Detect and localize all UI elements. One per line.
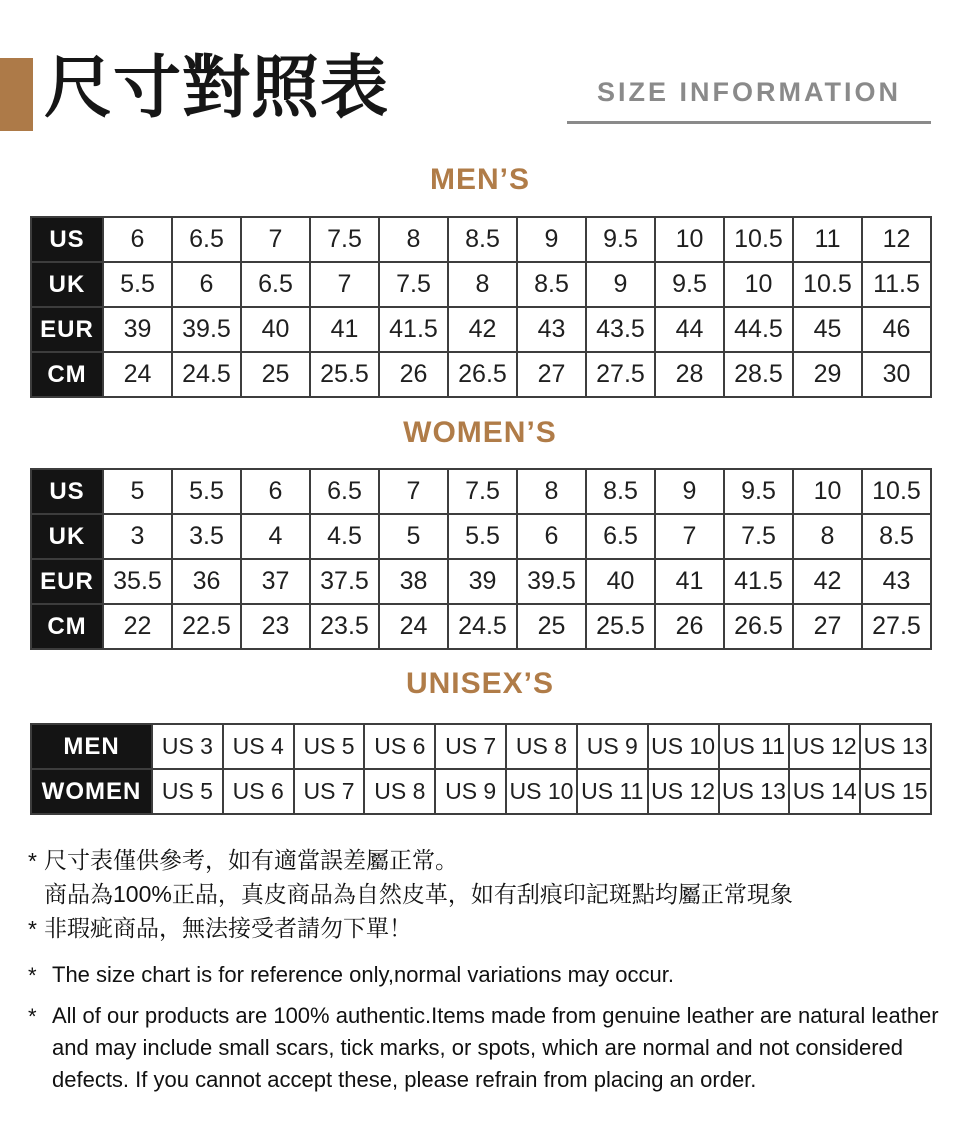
size-cell: 26.5 <box>724 604 793 649</box>
size-cell: 10.5 <box>724 217 793 262</box>
size-cell: 7 <box>310 262 379 307</box>
size-cell: 42 <box>793 559 862 604</box>
size-cell: 39 <box>103 307 172 352</box>
size-cell: 27 <box>793 604 862 649</box>
size-cell: US 7 <box>294 769 365 814</box>
asterisk-marker: * <box>28 963 37 988</box>
mens-section-heading: MEN’S <box>429 163 530 196</box>
size-cell: 6.5 <box>310 469 379 514</box>
row-label: EUR <box>31 307 103 352</box>
accent-bar <box>0 58 33 131</box>
size-cell: US 7 <box>435 724 506 769</box>
size-cell: 7 <box>655 514 724 559</box>
size-cell: 7 <box>241 217 310 262</box>
size-cell: 28 <box>655 352 724 397</box>
row-label: EUR <box>31 559 103 604</box>
size-cell: 35.5 <box>103 559 172 604</box>
size-cell: 43 <box>862 559 931 604</box>
table-row <box>31 352 931 397</box>
row-label: CM <box>31 352 103 397</box>
size-cell: US 12 <box>648 769 719 814</box>
size-cell: 3 <box>103 514 172 559</box>
size-cell: 4.5 <box>310 514 379 559</box>
size-cell: 25.5 <box>586 604 655 649</box>
size-cell: 22.5 <box>172 604 241 649</box>
notes-chinese <box>28 845 940 947</box>
note-text: All of our products are 100% authentic.Items made from genuine leather are natural leather and may include small scars, tick marks, or spots, which are normal and not considered defects. If you cannot accept these, please refrain from placing an order. <box>52 1003 939 1092</box>
mens-size-table <box>30 216 932 398</box>
size-cell: 23.5 <box>310 604 379 649</box>
size-cell: 8 <box>517 469 586 514</box>
size-cell: 45 <box>793 307 862 352</box>
size-cell: 9 <box>517 217 586 262</box>
size-cell: 6.5 <box>586 514 655 559</box>
size-cell: 24.5 <box>448 604 517 649</box>
size-cell: 41 <box>655 559 724 604</box>
table-row <box>31 307 931 352</box>
size-cell: 37.5 <box>310 559 379 604</box>
note-line <box>28 1000 942 1096</box>
size-cell: US 10 <box>648 724 719 769</box>
note-text: 商品為100%正品，真皮商品為自然皮革，如有刮痕印記斑點均屬正常現象 <box>44 881 793 907</box>
size-cell: US 13 <box>719 769 790 814</box>
size-cell: 6 <box>103 217 172 262</box>
page-title-english: SIZE INFORMATION <box>567 77 931 124</box>
size-cell: 9 <box>586 262 655 307</box>
note-text: 非瑕疵商品，無法接受者請勿下單！ <box>44 915 412 941</box>
size-cell: 38 <box>379 559 448 604</box>
table-row <box>31 769 931 814</box>
note-line <box>28 913 940 944</box>
size-cell: 27.5 <box>862 604 931 649</box>
size-cell: 9.5 <box>655 262 724 307</box>
size-cell: 27 <box>517 352 586 397</box>
size-cell: US 9 <box>435 769 506 814</box>
size-cell: 12 <box>862 217 931 262</box>
size-cell: 23 <box>241 604 310 649</box>
size-cell: US 5 <box>152 769 223 814</box>
size-cell: US 11 <box>577 769 648 814</box>
size-cell: 25 <box>241 352 310 397</box>
size-cell: 26 <box>655 604 724 649</box>
size-cell: 42 <box>448 307 517 352</box>
size-cell: US 5 <box>294 724 365 769</box>
size-cell: 7.5 <box>448 469 517 514</box>
size-cell: 46 <box>862 307 931 352</box>
size-cell: 5 <box>103 469 172 514</box>
size-cell: 24.5 <box>172 352 241 397</box>
asterisk-marker: * <box>28 1004 37 1029</box>
size-cell: 30 <box>862 352 931 397</box>
table-row <box>31 559 931 604</box>
size-cell: 8.5 <box>586 469 655 514</box>
size-cell: US 9 <box>577 724 648 769</box>
size-cell: 43.5 <box>586 307 655 352</box>
size-cell: 28.5 <box>724 352 793 397</box>
size-cell: 29 <box>793 352 862 397</box>
size-cell: 9.5 <box>724 469 793 514</box>
row-label: MEN <box>31 724 152 769</box>
size-cell: 26 <box>379 352 448 397</box>
size-cell: 41.5 <box>724 559 793 604</box>
size-cell: 8.5 <box>517 262 586 307</box>
size-cell: 11 <box>793 217 862 262</box>
size-cell: 6 <box>172 262 241 307</box>
size-cell: 8 <box>793 514 862 559</box>
note-text: 尺寸表僅供參考，如有適當誤差屬正常。 <box>44 847 458 873</box>
size-cell: 41.5 <box>379 307 448 352</box>
womens-size-table <box>30 468 932 650</box>
row-label: WOMEN <box>31 769 152 814</box>
size-cell: 6 <box>517 514 586 559</box>
unisex-size-table <box>30 723 932 815</box>
size-cell: US 10 <box>506 769 577 814</box>
size-cell: 10.5 <box>793 262 862 307</box>
size-cell: 25.5 <box>310 352 379 397</box>
size-cell: US 6 <box>364 724 435 769</box>
size-cell: 40 <box>241 307 310 352</box>
notes-english <box>28 959 942 1105</box>
row-label: US <box>31 469 103 514</box>
size-cell: 41 <box>310 307 379 352</box>
note-line <box>28 845 940 876</box>
size-cell: 5.5 <box>448 514 517 559</box>
asterisk-marker: * <box>28 848 37 874</box>
size-cell: US 6 <box>223 769 294 814</box>
size-cell: 44.5 <box>724 307 793 352</box>
table-row <box>31 469 931 514</box>
table-row <box>31 262 931 307</box>
size-cell: 24 <box>379 604 448 649</box>
size-cell: 7 <box>379 469 448 514</box>
size-cell: 9.5 <box>586 217 655 262</box>
note-line <box>28 879 940 910</box>
note-text: The size chart is for reference only,normal variations may occur. <box>52 962 674 987</box>
table-row <box>31 604 931 649</box>
size-cell: 10 <box>655 217 724 262</box>
size-cell: 22 <box>103 604 172 649</box>
size-cell: 27.5 <box>586 352 655 397</box>
size-cell: 6 <box>241 469 310 514</box>
size-cell: 40 <box>586 559 655 604</box>
size-cell: US 11 <box>719 724 790 769</box>
size-cell: 9 <box>655 469 724 514</box>
size-cell: 36 <box>172 559 241 604</box>
size-cell: 5.5 <box>103 262 172 307</box>
size-cell: 11.5 <box>862 262 931 307</box>
page-title-chinese: 尺寸對照表 <box>44 50 390 126</box>
size-cell: 39.5 <box>517 559 586 604</box>
size-cell: US 8 <box>506 724 577 769</box>
size-cell: 24 <box>103 352 172 397</box>
table-row <box>31 514 931 559</box>
size-cell: US 15 <box>860 769 931 814</box>
size-cell: 8 <box>448 262 517 307</box>
size-cell: 3.5 <box>172 514 241 559</box>
size-cell: US 12 <box>789 724 860 769</box>
size-cell: 43 <box>517 307 586 352</box>
row-label: CM <box>31 604 103 649</box>
size-cell: 5.5 <box>172 469 241 514</box>
size-cell: US 14 <box>789 769 860 814</box>
size-cell: US 4 <box>223 724 294 769</box>
unisex-section-heading: UNISEX’S <box>405 667 555 700</box>
size-cell: 8.5 <box>448 217 517 262</box>
size-cell: 37 <box>241 559 310 604</box>
size-cell: US 8 <box>364 769 435 814</box>
size-cell: 7.5 <box>310 217 379 262</box>
size-cell: 44 <box>655 307 724 352</box>
size-cell: 7.5 <box>724 514 793 559</box>
size-cell: 8.5 <box>862 514 931 559</box>
size-cell: 7.5 <box>379 262 448 307</box>
row-label: US <box>31 217 103 262</box>
table-row <box>31 217 931 262</box>
size-cell: 6.5 <box>172 217 241 262</box>
size-cell: 10 <box>724 262 793 307</box>
size-cell: 26.5 <box>448 352 517 397</box>
size-cell: 8 <box>379 217 448 262</box>
row-label: UK <box>31 262 103 307</box>
row-label: UK <box>31 514 103 559</box>
asterisk-marker: * <box>28 916 37 942</box>
size-cell: 5 <box>379 514 448 559</box>
size-cell: US 13 <box>860 724 931 769</box>
size-cell: 10.5 <box>862 469 931 514</box>
size-cell: 4 <box>241 514 310 559</box>
size-cell: 10 <box>793 469 862 514</box>
size-cell: 6.5 <box>241 262 310 307</box>
note-line <box>28 959 942 991</box>
size-cell: 25 <box>517 604 586 649</box>
womens-section-heading: WOMEN’S <box>403 416 557 449</box>
table-row <box>31 724 931 769</box>
size-cell: US 3 <box>152 724 223 769</box>
size-cell: 39.5 <box>172 307 241 352</box>
size-cell: 39 <box>448 559 517 604</box>
